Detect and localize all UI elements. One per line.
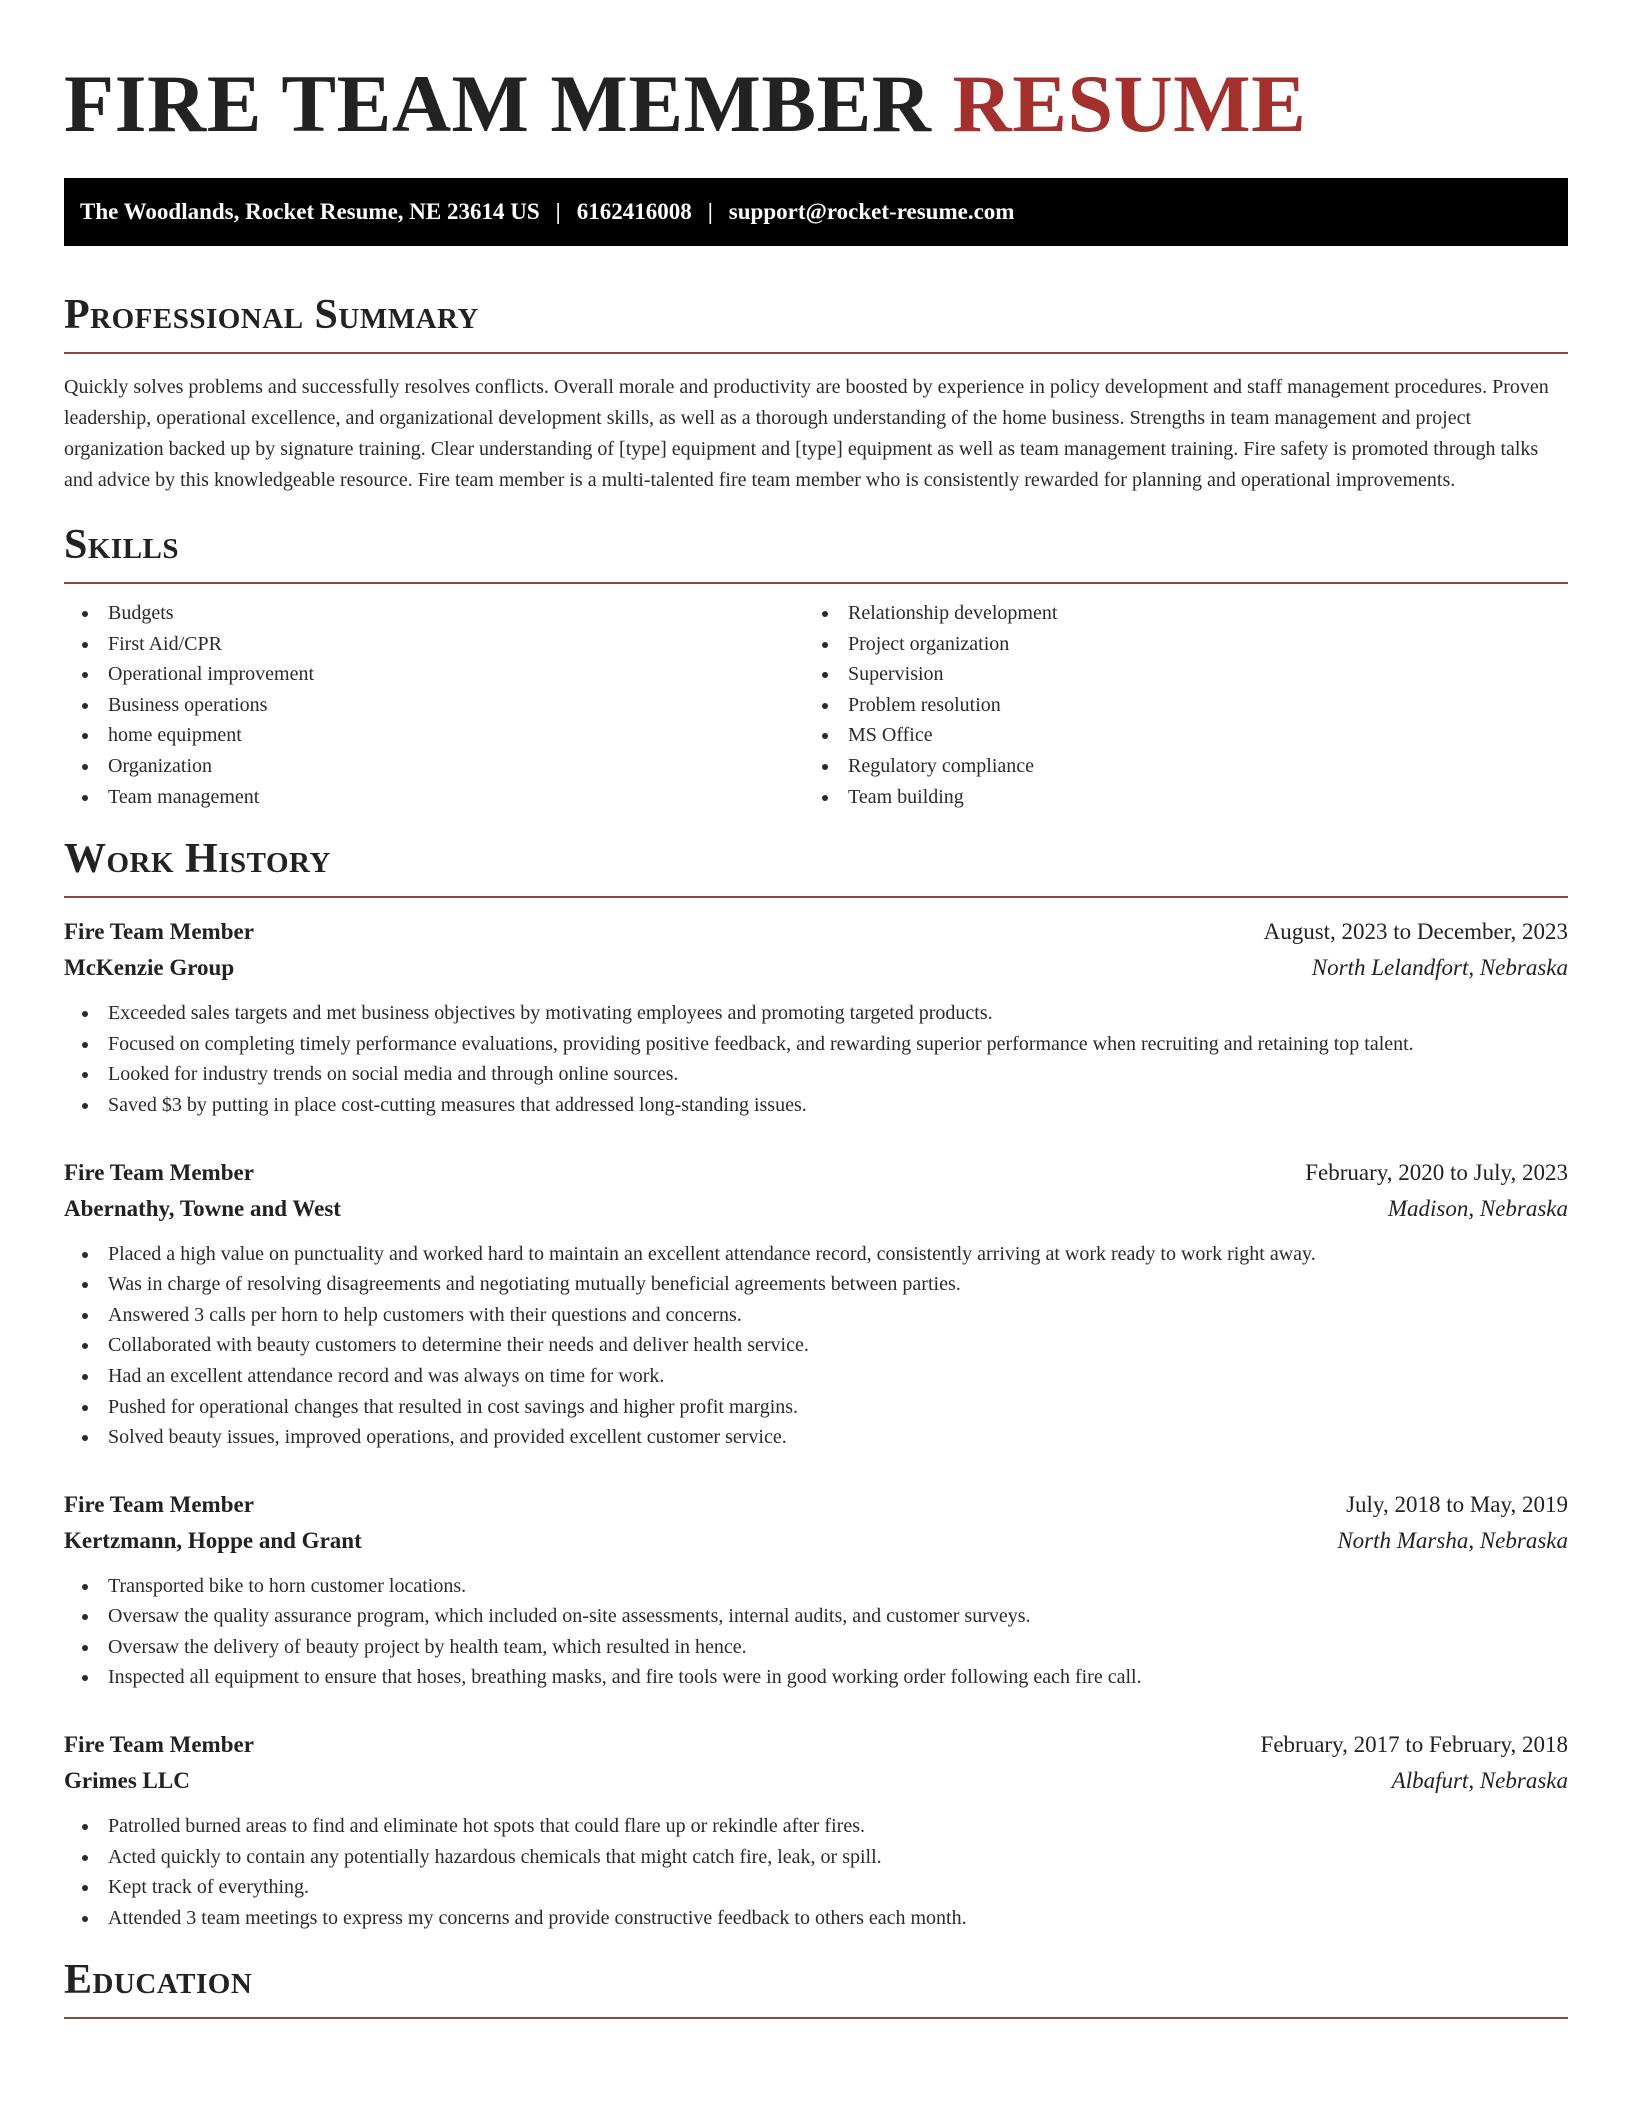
resume-title [64,0,1568,152]
skill-item: Supervision [804,659,1544,690]
job-title: Fire Team Member [64,1732,254,1758]
job-location: Albafurt, Nebraska [1391,1768,1568,1794]
job-entry [64,1727,1568,1933]
summary-section [64,290,1568,496]
job-title: Fire Team Member [64,1159,254,1185]
contact-address: The Woodlands, Rocket Resume, NE 23614 US [80,199,540,224]
job-location: North Lelandfort, Nebraska [1311,955,1568,981]
job-title: Fire Team Member [64,919,254,945]
job-duty: Oversaw the delivery of beauty project by health team, which resulted in hence. [64,1632,1568,1663]
job-duty: Focused on completing timely performance evaluations, providing positive feedback, and rewarding superior performance when recruiting and retaining top talent. [64,1029,1568,1060]
skill-item: Team building [804,782,1544,813]
job-duty: Placed a high value on punctuality and worked hard to maintain an excellent attendance record, consistently arriving at work ready to work right away. [64,1239,1568,1270]
section-heading-work-history: Work History [64,836,331,883]
section-heading-education: Education [64,1957,253,2004]
contact-bar [64,178,1568,246]
skill-item: First Aid/CPR [64,629,804,660]
job-dates: July, 2018 to May, 2019 [1346,1491,1568,1517]
job-company-row [64,1523,1568,1559]
job-company: Abernathy, Towne and West [64,1195,341,1221]
skill-item: Team management [64,782,804,813]
job-duty: Was in charge of resolving disagreements and negotiating mutually beneficial agreements between parties. [64,1269,1568,1300]
job-location: Madison, Nebraska [1387,1195,1568,1221]
section-divider [64,2017,1568,2019]
job-duty: Inspected all equipment to ensure that hoses, breathing masks, and fire tools were in good working order following each fire call. [64,1662,1568,1693]
job-company-row [64,950,1568,986]
job-header-row [64,1155,1568,1191]
skills-list-left [64,598,804,812]
job-dates: February, 2020 to July, 2023 [1305,1159,1568,1185]
job-dates: August, 2023 to December, 2023 [1263,919,1568,945]
resume-page [64,0,1568,2019]
contact-phone: 6162416008 [576,199,692,224]
section-heading-skills: Skills [64,522,180,568]
section-divider [64,352,1568,354]
skill-item: Relationship development [804,598,1544,629]
job-duty: Oversaw the quality assurance program, which included on-site assessments, internal audits, and customer surveys. [64,1601,1568,1632]
title-accent: RESUME [952,58,1307,149]
job-company-row [64,1763,1568,1799]
skill-item: home equipment [64,720,804,751]
title-main: FIRE TEAM MEMBER [64,58,932,149]
job-company: Grimes LLC [64,1768,190,1794]
job-duty: Saved $3 by putting in place cost-cutting measures that addressed long-standing issues. [64,1090,1568,1121]
section-divider [64,896,1568,898]
job-duty: Looked for industry trends on social media and through online sources. [64,1059,1568,1090]
skill-item: Project organization [804,629,1544,660]
contact-separator: | [555,199,561,224]
job-duty: Kept track of everything. [64,1872,1568,1903]
job-location: North Marsha, Nebraska [1337,1527,1568,1553]
skill-item: Regulatory compliance [804,751,1544,782]
job-duties [64,1239,1568,1453]
job-duty: Solved beauty issues, improved operations, and provided excellent customer service. [64,1422,1568,1453]
summary-text: Quickly solves problems and successfully resolves conflicts. Overall morale and productivity are boosted by experience in policy development and staff management procedures. Proven leadership, operational excellence, and organizational development skills, as well as a thorough understanding of the home business. Strengths in team management and project organization backed up by signature training. Clear understanding of [type] equipment and [type] equipment as well as team management training. Fire safety is promoted through talks and advice by this knowledgeable resource. Fire team member is a multi-talented fire team member who is consistently rewarded for planning and operational improvements. [64,376,1549,491]
skill-item: Business operations [64,690,804,721]
skill-item: Problem resolution [804,690,1544,721]
job-entry [64,1487,1568,1693]
work-history-section [64,834,1568,1933]
job-company: McKenzie Group [64,955,235,981]
job-duty: Transported bike to horn customer locations. [64,1571,1568,1602]
job-header-row [64,914,1568,950]
skills-section [64,520,1568,812]
job-entry [64,1155,1568,1453]
job-title: Fire Team Member [64,1491,254,1517]
skill-item: Budgets [64,598,804,629]
job-company-row [64,1191,1568,1227]
job-dates: February, 2017 to February, 2018 [1260,1732,1568,1758]
contact-email: support@rocket-resume.com [728,199,1015,224]
skill-item: Organization [64,751,804,782]
job-duty: Patrolled burned areas to find and eliminate hot spots that could flare up or rekindle after fires. [64,1811,1568,1842]
skills-columns [64,598,1568,812]
contact-separator: | [707,199,713,224]
job-duty: Had an excellent attendance record and was always on time for work. [64,1361,1568,1392]
skills-list-right [804,598,1544,812]
job-duties [64,998,1568,1120]
job-header-row [64,1727,1568,1763]
job-duty: Answered 3 calls per horn to help customers with their questions and concerns. [64,1300,1568,1331]
job-duty: Collaborated with beauty customers to determine their needs and deliver health service. [64,1330,1568,1361]
section-heading-summary: Professional Summary [64,292,479,338]
job-entry [64,914,1568,1120]
job-duties [64,1811,1568,1933]
job-duty: Acted quickly to contain any potentially hazardous chemicals that might catch fire, leak, or spill. [64,1842,1568,1873]
job-duty: Exceeded sales targets and met business objectives by motivating employees and promoting targeted products. [64,998,1568,1029]
job-duties [64,1571,1568,1693]
education-section [64,1955,1568,2019]
section-divider [64,582,1568,584]
skill-item: MS Office [804,720,1544,751]
job-company: Kertzmann, Hoppe and Grant [64,1527,362,1553]
job-header-row [64,1487,1568,1523]
skill-item: Operational improvement [64,659,804,690]
job-duty: Attended 3 team meetings to express my concerns and provide constructive feedback to others each month. [64,1903,1568,1934]
job-duty: Pushed for operational changes that resulted in cost savings and higher profit margins. [64,1392,1568,1423]
